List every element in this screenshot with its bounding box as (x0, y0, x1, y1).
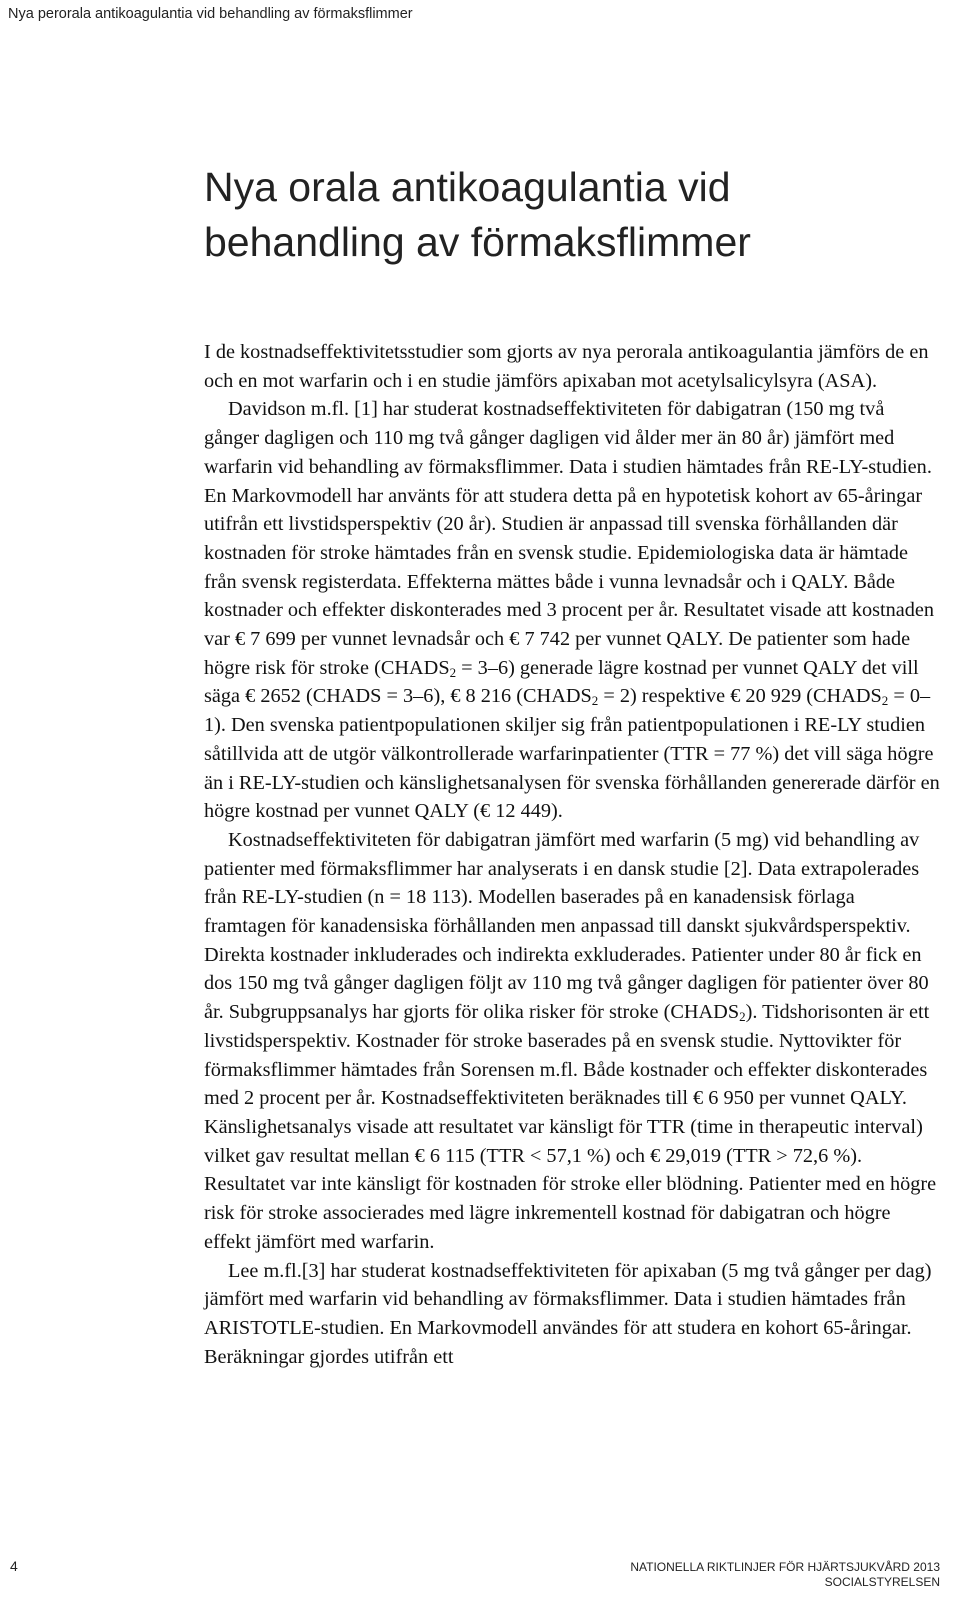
paragraph-davidson: Davidson m.fl. [1] har studerat kostnadseffektiviteten för dabigatran (150 mg två gånger dagligen och 110 mg två gånger dagligen vid ålder mer än 80 år) jämfört med warfarin vid behandling av förmaksflimmer. Data i studien hämtades från RE-LY-studien. En Markovmodell har använts för att studera detta på en hypotetisk kohort av 65-åringar utifrån ett livstidsperspektiv (20 år). Studien är anpassad till svenska förhållanden där kostnaden för stroke hämtades från en svensk studie. Epidemiologiska data är hämtade från svensk registerdata. Effekterna mättes både i vunna levnadsår och i QALY. Både kostnader och effekter diskonterades med 3 procent per år. Resultatet visade att kostnaden var € 7 699 per vunnet levnadsår och € 7 742 per vunnet QALY. De patienter som hade högre risk för stroke $(CHADS_2 = 3-6)$ generade lägre kostnad per vunnet QALY det vill säga € 2652 (CHADS = 3–6), € 8 216 $(CHADS_2 = 2)$ respektive € 20 929 $(CHADS_2 = 0-1)$. Den svenska patientpopulationen skiljer sig från patientpopulationen i RE-LY studien såtillvida att de utgör välkontrollerade warfarinpatienter (TTR = 77 %) det vill säga högre än i RE-LY-studien och känslighetsanalysen för svenska förhållanden genererade därför en högre kostnad per vunnet QALY (€ 12 449). (204, 398, 940, 823)
page-number: 4 (10, 1558, 18, 1574)
subscript: 2 (881, 693, 889, 709)
subscript: 2 (449, 664, 457, 680)
footer-series (630, 1560, 940, 1590)
paragraph-danish-study: Kostnadseffektiviteten för dabigatran jämfört med warfarin (5 mg) vid behandling av patienter med förmaksflimmer har analyserats i en dansk studie [2]. Data extrapolerades från RE-LY-studien (n = 18 113). Modellen baserades på en kanadensisk förlaga framtagen för kanadensiska förhållanden men anpassad till danskt sjukvårdsperspektiv. Direkta kostnader inkluderades och indirekta exkluderades. Patienter under 80 år fick en dos 150 mg två gånger dagligen följt av 110 mg två gånger dagligen för patienter över 80 år. Subgruppsanalys har gjorts för olika risker för stroke $(CHADS_2)$. Tidshorisonten är ett livstidsperspektiv. Kostnader för stroke baserades på en svensk studie. Nyttovikter för förmaksflimmer hämtades från Sorensen m.fl. Både kostnader och effekter diskonterades med 2 procent per år. Kostnadseffektiviteten beräknades till € 6 950 per vunnet QALY. Känslighetsanalys visade att resultatet var känsligt för TTR (time in therapeutic interval) vilket gav resultat mellan € 6 115 (TTR < 57,1 %) och € 29,019 (TTR > 72,6 %). Resultatet var inte känsligt för kostnaden för stroke eller blödning. Patienter med en högre risk för stroke associerades med lägre inkrementell kostnad för dabigatran och högre effekt jämfört med warfarin. (204, 828, 937, 1253)
series-title: NATIONELLA RIKTLINJER FÖR HJÄRTSJUKVÅRD 2013 (630, 1560, 940, 1574)
page-title (204, 160, 924, 270)
paragraph-intro: I de kostnadseffektivitetsstudier som gjorts av nya perorala antikoagulantia jämförs de en och en mot warfarin och i en studie jämförs apixaban mot acetylsalicylsyra (ASA). (204, 341, 929, 392)
title-line-2: behandling av förmaksflimmer (204, 219, 751, 265)
subscript: 2 (739, 1009, 746, 1025)
paragraph-lee: Lee m.fl.[3] har studerat kostnadseffektiviteten för apixaban (5 mg två gånger per dag) jämfört med warfarin vid behandling av förmaksflimmer. Data i studien hämtades från ARISTOTLE-studien. En Markovmodell användes för att studera en kohort 65-åringar. Beräkningar gjordes utifrån ett (204, 1259, 932, 1368)
title-line-1: Nya orala antikoagulantia vid (204, 164, 731, 210)
running-header: Nya perorala antikoagulantia vid behandling av förmaksflimmer (8, 6, 413, 22)
subscript: 2 (591, 693, 599, 709)
publisher: SOCIALSTYRELSEN (824, 1575, 940, 1589)
body-text (204, 338, 940, 1371)
